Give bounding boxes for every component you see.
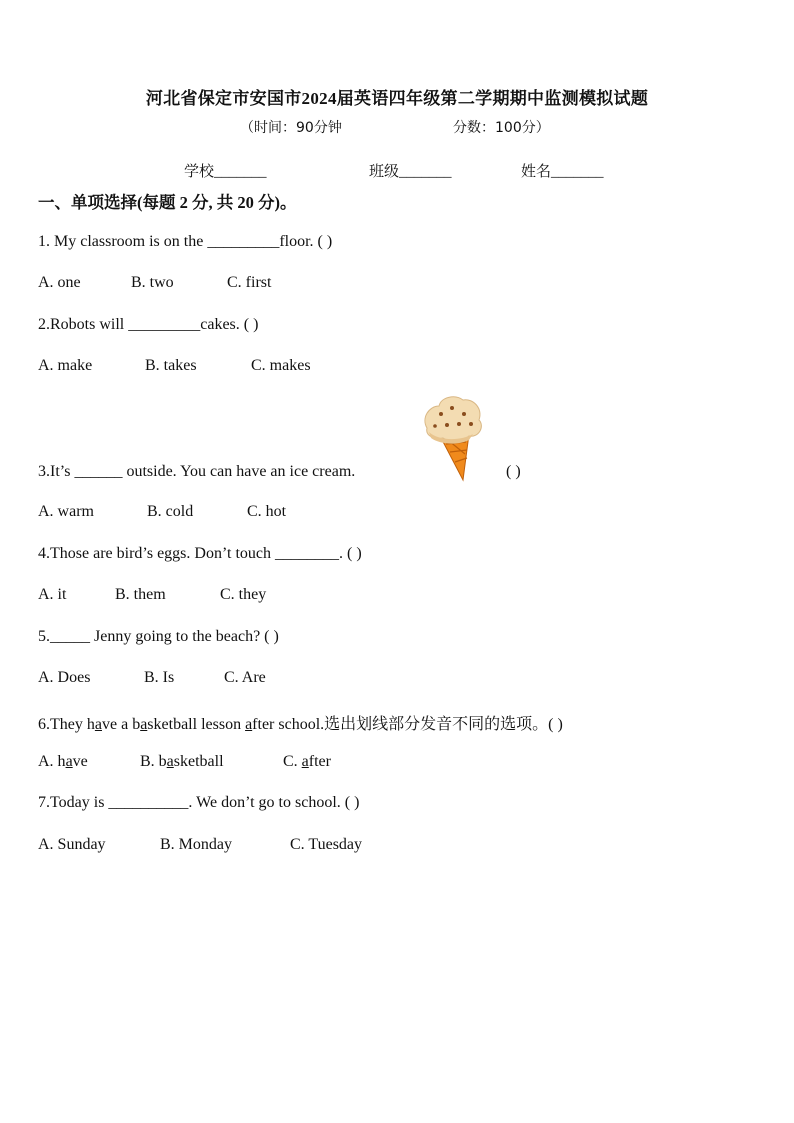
question-2: 2.Robots will _________cakes. ( ) (38, 316, 259, 333)
question-1: 1. My classroom is on the _________floor. ( ) (38, 233, 333, 250)
exam-time: （时间：90分钟 (240, 120, 342, 136)
q6-c-post: fter (308, 753, 331, 770)
q4-option-c: C. they (220, 586, 267, 603)
q7-option-c: C. Tuesday (290, 836, 363, 853)
q6-underlined-3: a (245, 716, 253, 733)
question-3: 3.It’s ______ outside. You can have an ice cream. (38, 463, 356, 480)
question-3-answer-blank: ( ) (506, 463, 521, 480)
q4-option-a: A. it (38, 586, 67, 603)
question-7: 7.Today is __________. We don’t go to school. ( ) (38, 794, 360, 811)
school-field: 学校_______ (184, 164, 267, 180)
q6-underlined-2: a (140, 716, 148, 733)
q5-option-b: B. Is (144, 669, 175, 686)
q6-a-post: ve (72, 753, 88, 770)
q6-underlined-1: a (94, 716, 102, 733)
q6-b-post: sketball (173, 753, 224, 770)
q6-option-a (38, 753, 88, 771)
q1-option-a: A. one (38, 274, 81, 291)
q6-text-2: ve a b (101, 716, 141, 733)
q6-b-pre: B. b (140, 753, 167, 770)
q1-option-b: B. two (131, 274, 174, 291)
q6-text-3: sketball lesson (147, 716, 246, 733)
q2-option-c: C. makes (251, 357, 311, 374)
name-field: 姓名_______ (521, 164, 604, 180)
q5-option-c: C. Are (224, 669, 266, 686)
q6-b-underlined: a (166, 753, 174, 770)
q5-option-a: A. Does (38, 669, 91, 686)
q2-option-a: A. make (38, 357, 93, 374)
question-4: 4.Those are bird’s eggs. Don’t touch ________. ( ) (38, 545, 362, 562)
q1-option-c: C. first (227, 274, 272, 291)
q4-option-b: B. them (115, 586, 166, 603)
q6-c-pre: C. (283, 753, 302, 770)
question-5: 5._____ Jenny going to the beach? ( ) (38, 628, 279, 645)
q6-a-underlined: a (65, 753, 73, 770)
q7-option-b: B. Monday (160, 836, 232, 853)
class-field: 班级_______ (369, 164, 452, 180)
q7-option-a: A. Sunday (38, 836, 106, 853)
q2-option-b: B. takes (145, 357, 197, 374)
q6-c-underlined: a (301, 753, 309, 770)
q6-option-b (140, 753, 224, 771)
q6-a-pre: A. h (38, 753, 66, 770)
page-title: 河北省保定市安国市2024届英语四年级第二学期期中监测模拟试题 (145, 89, 649, 108)
q3-option-c: C. hot (247, 503, 287, 520)
question-6 (38, 711, 563, 734)
section-heading: 一、单项选择(每题 2 分, 共 20 分)。 (38, 193, 297, 212)
ice-cream-icon (419, 394, 485, 482)
q6-text-1: 6.They h (38, 716, 95, 733)
q3-option-b: B. cold (147, 503, 194, 520)
q6-text-4: fter school.选出划线部分发音不同的选项。( ) (252, 716, 563, 733)
q6-option-c (283, 753, 331, 771)
exam-score: 分数：100分） (453, 120, 550, 136)
q3-option-a: A. warm (38, 503, 94, 520)
